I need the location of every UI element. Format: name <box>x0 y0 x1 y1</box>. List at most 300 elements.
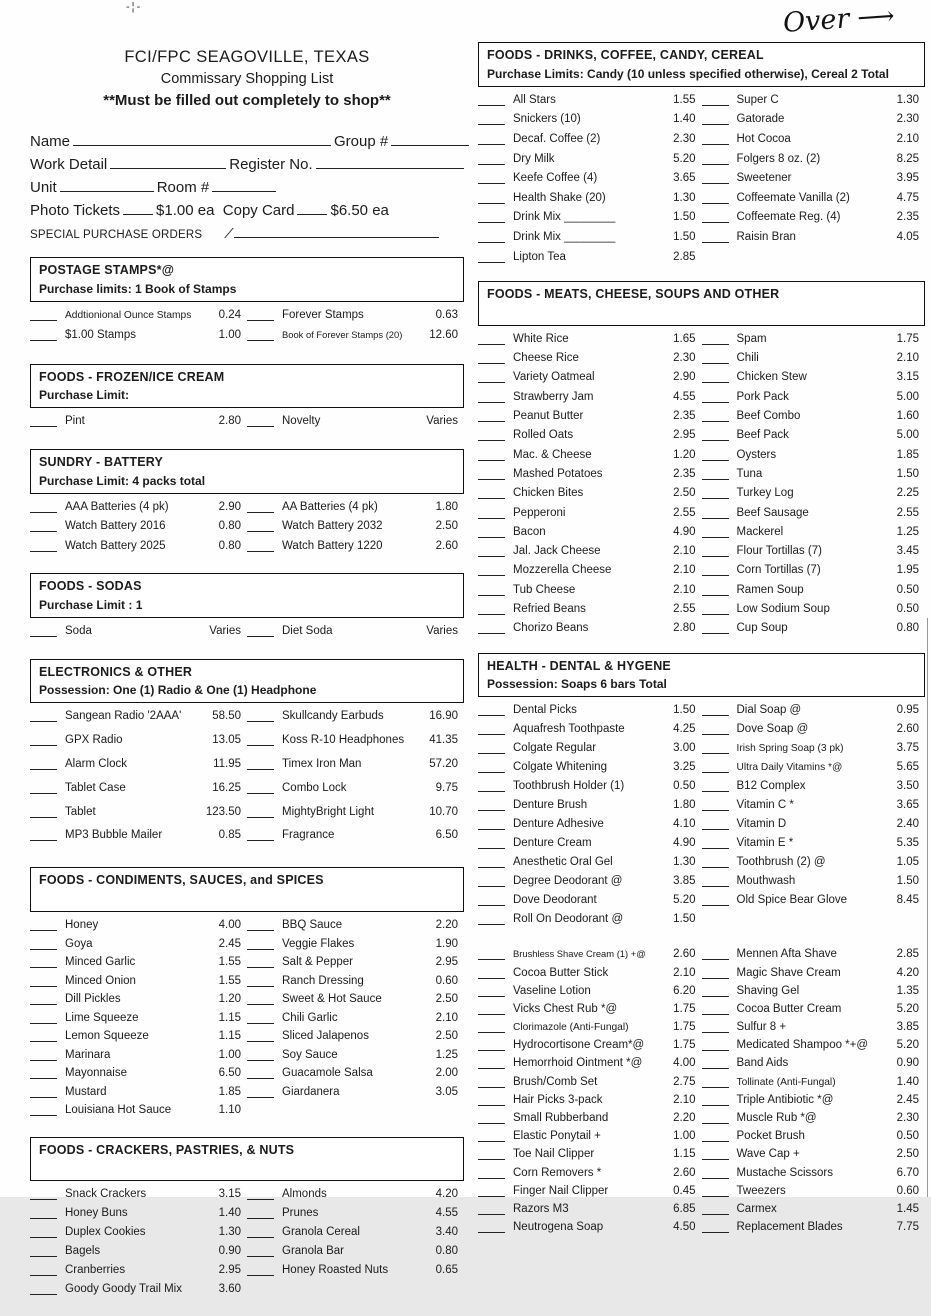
item-row <box>30 540 464 560</box>
item-half <box>30 1067 247 1082</box>
qty-line[interactable] <box>702 1076 729 1088</box>
item-label: Addtionional Ounce Stamps <box>65 310 192 322</box>
item-price: 3.50 <box>896 780 919 793</box>
item-price: 8.45 <box>896 894 919 907</box>
qty-line[interactable] <box>478 391 505 403</box>
qty-line[interactable] <box>478 564 505 576</box>
item-half <box>247 975 464 990</box>
right-arrow-icon: ⟶ <box>856 1 896 34</box>
qty-line[interactable] <box>478 837 505 849</box>
item-half <box>478 985 702 1000</box>
item-half <box>478 133 702 148</box>
item-label: Chicken Stew <box>736 371 807 384</box>
section-header-box <box>30 1137 464 1182</box>
item-label: Clorimazole (Anti-Fungal) <box>513 1022 629 1034</box>
qty-line[interactable] <box>702 1057 729 1069</box>
qty-line[interactable] <box>30 975 57 987</box>
item-row <box>478 352 925 371</box>
item-half <box>702 449 926 464</box>
qty-line[interactable] <box>478 410 505 422</box>
qty-line[interactable] <box>247 993 274 1005</box>
qty-line[interactable] <box>702 113 729 125</box>
item-row <box>478 1021 925 1039</box>
item-half <box>478 603 702 618</box>
qty-line[interactable] <box>702 1039 729 1051</box>
qty-line[interactable] <box>478 545 505 557</box>
qty-line[interactable] <box>30 540 57 552</box>
qty-line[interactable] <box>30 782 57 794</box>
qty-line[interactable] <box>702 410 729 422</box>
qty-line[interactable] <box>702 526 729 538</box>
item-price: 1.80 <box>435 500 458 513</box>
qty-line[interactable] <box>478 780 505 792</box>
item-price: 1.30 <box>218 1226 241 1239</box>
qty-line[interactable] <box>478 468 505 480</box>
item-label: Vaseline Lotion <box>513 984 591 997</box>
qty-line[interactable] <box>30 625 57 637</box>
item-price: 3.00 <box>673 742 696 755</box>
qty-line[interactable] <box>247 734 274 746</box>
qty-line[interactable] <box>478 507 505 519</box>
unit-field[interactable] <box>60 178 154 192</box>
item-label: Ultra Daily Vitamins *@ <box>736 762 843 774</box>
qty-line[interactable] <box>247 625 274 637</box>
qty-line[interactable] <box>478 113 505 125</box>
room-field[interactable] <box>212 178 276 192</box>
qty-line[interactable] <box>478 1185 505 1197</box>
special-orders-label: SPECIAL PURCHASE ORDERS <box>30 229 203 242</box>
qty-line[interactable] <box>702 94 729 106</box>
qty-line[interactable] <box>478 371 505 383</box>
item-label: Corn Removers * <box>513 1166 602 1179</box>
item-half <box>702 723 926 738</box>
qty-line[interactable] <box>478 333 505 345</box>
qty-line[interactable] <box>247 1188 274 1200</box>
item-label: Mayonnaise <box>65 1067 128 1080</box>
group-field[interactable] <box>391 132 469 146</box>
qty-line[interactable] <box>478 153 505 165</box>
qty-line[interactable] <box>702 584 729 596</box>
qty-line[interactable] <box>247 309 274 321</box>
item-price: 2.30 <box>896 1112 919 1125</box>
item-label: Small Rubberband <box>513 1112 609 1125</box>
qty-line[interactable] <box>247 1067 274 1079</box>
document-header <box>30 46 464 111</box>
item-price: 5.35 <box>896 837 919 850</box>
item-row <box>478 507 925 526</box>
item-label: Mennen Afta Shave <box>736 948 837 961</box>
qty-line[interactable] <box>702 1112 729 1124</box>
item-label: Beef Pack <box>736 429 789 442</box>
item-half <box>30 1264 247 1279</box>
qty-line[interactable] <box>247 782 274 794</box>
qty-line[interactable] <box>478 1076 505 1088</box>
item-half <box>478 761 702 776</box>
item-half <box>30 919 247 934</box>
qty-line[interactable] <box>478 172 505 184</box>
item-half <box>247 782 464 797</box>
qty-line[interactable] <box>702 1185 729 1197</box>
qty-line[interactable] <box>30 919 57 931</box>
item-half <box>478 1039 702 1054</box>
qty-line[interactable] <box>702 172 729 184</box>
item-label: Vitamin C * <box>736 799 794 812</box>
item-price: Varies <box>426 625 458 638</box>
qty-line[interactable] <box>30 1012 57 1024</box>
qty-line[interactable] <box>702 799 729 811</box>
item-half <box>247 758 464 773</box>
item-half <box>30 829 247 844</box>
item-row <box>30 1283 464 1302</box>
qty-line[interactable] <box>478 985 505 997</box>
qty-line[interactable] <box>478 704 505 716</box>
item-label: Snack Crackers <box>65 1188 147 1201</box>
item-half <box>702 622 926 637</box>
item-price: Varies <box>209 625 241 638</box>
qty-line[interactable] <box>30 1188 57 1200</box>
item-label: Medicated Shampoo *+@ <box>736 1039 869 1052</box>
qty-line[interactable] <box>702 211 729 223</box>
qty-line[interactable] <box>702 1003 729 1015</box>
qty-line[interactable] <box>247 1226 274 1238</box>
left-sections-container <box>30 257 464 1301</box>
qty-line[interactable] <box>478 761 505 773</box>
qty-line[interactable] <box>478 1003 505 1015</box>
qty-line[interactable] <box>478 1130 505 1142</box>
item-row <box>478 231 925 251</box>
qty-line[interactable] <box>702 133 729 145</box>
qty-line[interactable] <box>30 938 57 950</box>
qty-line[interactable] <box>247 829 274 841</box>
item-half <box>478 410 702 425</box>
qty-line[interactable] <box>247 1030 274 1042</box>
qty-line[interactable] <box>247 1012 274 1024</box>
item-label: Dove Deodorant <box>513 894 597 907</box>
qty-line[interactable] <box>478 231 505 243</box>
qty-line[interactable] <box>478 622 505 634</box>
qty-line[interactable] <box>30 956 57 968</box>
work-detail-field[interactable] <box>110 155 226 169</box>
item-row <box>478 584 925 603</box>
qty-line[interactable] <box>478 526 505 538</box>
special-orders-field[interactable] <box>234 224 439 238</box>
qty-line[interactable] <box>478 1167 505 1179</box>
qty-line[interactable] <box>702 487 729 499</box>
qty-line[interactable] <box>478 1057 505 1069</box>
qty-line[interactable] <box>702 153 729 165</box>
item-label: Denture Brush <box>513 799 588 812</box>
qty-line[interactable] <box>702 985 729 997</box>
qty-line[interactable] <box>702 1221 729 1233</box>
qty-line[interactable] <box>30 309 57 321</box>
section-purchase-limit: Possession: Soaps 6 bars Total <box>487 677 667 692</box>
qty-line[interactable] <box>30 1049 57 1061</box>
photo-tickets-qty-field[interactable] <box>123 201 153 215</box>
qty-line[interactable] <box>247 329 274 341</box>
qty-line[interactable] <box>30 806 57 818</box>
qty-line[interactable] <box>702 723 729 735</box>
item-price: 123.50 <box>205 805 241 818</box>
qty-line[interactable] <box>478 967 505 979</box>
qty-line[interactable] <box>702 1203 729 1215</box>
item-label: Toe Nail Clipper <box>513 1148 595 1161</box>
item-price: 2.85 <box>896 948 919 961</box>
qty-line[interactable] <box>247 1245 274 1257</box>
qty-line[interactable] <box>702 818 729 830</box>
item-price: 4.75 <box>896 191 919 204</box>
item-half <box>478 231 702 246</box>
item-label: Granola Cereal <box>282 1226 360 1239</box>
qty-line[interactable] <box>702 1148 729 1160</box>
item-half <box>702 1076 926 1091</box>
item-label: Mustache Scissors <box>736 1166 834 1179</box>
item-half <box>247 329 464 344</box>
qty-line[interactable] <box>30 1086 57 1098</box>
qty-line[interactable] <box>247 806 274 818</box>
item-half <box>30 734 247 749</box>
item-row <box>478 985 925 1003</box>
item-label: Skullcandy Earbuds <box>282 710 384 723</box>
item-price: 1.75 <box>896 332 919 345</box>
qty-line[interactable] <box>30 829 57 841</box>
qty-line[interactable] <box>478 856 505 868</box>
qty-line[interactable] <box>247 1086 274 1098</box>
qty-line[interactable] <box>30 501 57 513</box>
item-price: 1.50 <box>673 704 696 717</box>
qty-line[interactable] <box>30 1283 57 1295</box>
qty-line[interactable] <box>478 913 505 925</box>
qty-line[interactable] <box>478 584 505 596</box>
item-label: Alarm Clock <box>65 758 127 771</box>
item-label: Band Aids <box>736 1057 789 1070</box>
qty-line[interactable] <box>478 894 505 906</box>
item-price: 2.60 <box>896 723 919 736</box>
qty-line[interactable] <box>247 938 274 950</box>
register-field[interactable] <box>316 155 464 169</box>
item-label: Hot Cocoa <box>736 132 791 145</box>
qty-line[interactable] <box>702 468 729 480</box>
qty-line[interactable] <box>702 449 729 461</box>
qty-line[interactable] <box>702 1130 729 1142</box>
item-label: Coffeemate Reg. (4) <box>736 211 841 224</box>
qty-line[interactable] <box>247 1207 274 1219</box>
qty-line[interactable] <box>478 487 505 499</box>
qty-line[interactable] <box>702 429 729 441</box>
item-half <box>702 352 926 367</box>
qty-line[interactable] <box>478 1039 505 1051</box>
item-half <box>30 1030 247 1045</box>
qty-line[interactable] <box>478 192 505 204</box>
item-half <box>702 780 926 795</box>
qty-line[interactable] <box>702 352 729 364</box>
qty-line[interactable] <box>247 758 274 770</box>
qty-line[interactable] <box>247 1049 274 1061</box>
qty-line[interactable] <box>478 742 505 754</box>
qty-line[interactable] <box>702 371 729 383</box>
qty-line[interactable] <box>247 520 274 532</box>
item-row <box>30 1226 464 1245</box>
item-price: 1.40 <box>673 113 696 126</box>
qty-line[interactable] <box>702 333 729 345</box>
qty-line[interactable] <box>478 818 505 830</box>
qty-line[interactable] <box>702 1021 729 1033</box>
item-price: 2.90 <box>673 371 696 384</box>
item-half <box>478 172 702 187</box>
qty-line[interactable] <box>478 948 505 960</box>
qty-line[interactable] <box>702 704 729 716</box>
qty-line[interactable] <box>702 780 729 792</box>
section <box>478 281 925 642</box>
item-half <box>702 1112 926 1127</box>
item-price: 0.80 <box>218 520 241 533</box>
item-rows <box>30 625 464 645</box>
item-price: 3.85 <box>673 875 696 888</box>
special-orders-line <box>30 224 464 241</box>
qty-line[interactable] <box>30 520 57 532</box>
item-half <box>478 723 702 738</box>
qty-line[interactable] <box>478 1221 505 1233</box>
qty-line[interactable] <box>478 603 505 615</box>
qty-line[interactable] <box>478 1021 505 1033</box>
qty-line[interactable] <box>478 723 505 735</box>
qty-line[interactable] <box>30 1067 57 1079</box>
qty-line[interactable] <box>478 211 505 223</box>
room-label: Room # <box>156 179 210 197</box>
item-price: 1.50 <box>896 467 919 480</box>
item-row <box>30 1104 464 1123</box>
name-field[interactable] <box>73 132 331 146</box>
item-price: 1.20 <box>673 448 696 461</box>
item-label: Cup Soup <box>736 622 788 635</box>
qty-line[interactable] <box>478 352 505 364</box>
item-half <box>247 520 464 535</box>
qty-line[interactable] <box>702 603 729 615</box>
qty-line[interactable] <box>247 956 274 968</box>
item-row <box>30 956 464 975</box>
qty-line[interactable] <box>702 875 729 887</box>
qty-line[interactable] <box>702 507 729 519</box>
item-row <box>30 1030 464 1049</box>
qty-line[interactable] <box>702 391 729 403</box>
qty-line[interactable] <box>478 251 505 263</box>
qty-line[interactable] <box>702 1094 729 1106</box>
qty-line[interactable] <box>478 1094 505 1106</box>
item-label: Mustard <box>65 1085 107 1098</box>
item-label: Drink Mix ________ <box>513 230 616 243</box>
qty-line[interactable] <box>30 329 57 341</box>
item-half <box>702 1130 926 1145</box>
item-price: 0.85 <box>218 829 241 842</box>
item-half <box>247 938 464 953</box>
qty-line[interactable] <box>247 540 274 552</box>
qty-line[interactable] <box>30 1226 57 1238</box>
copy-card-label: Copy Card <box>222 202 295 220</box>
item-half <box>30 993 247 1008</box>
qty-line[interactable] <box>478 1203 505 1215</box>
qty-line[interactable] <box>247 415 274 427</box>
qty-line[interactable] <box>247 501 274 513</box>
qty-line[interactable] <box>478 799 505 811</box>
item-label: Chorizo Beans <box>513 622 589 635</box>
qty-line[interactable] <box>247 975 274 987</box>
qty-line[interactable] <box>478 133 505 145</box>
qty-line[interactable] <box>30 1264 57 1276</box>
qty-line[interactable] <box>30 758 57 770</box>
qty-line[interactable] <box>702 967 729 979</box>
qty-line[interactable] <box>478 429 505 441</box>
qty-line[interactable] <box>30 415 57 427</box>
qty-line[interactable] <box>478 1112 505 1124</box>
item-half <box>247 1049 464 1064</box>
qty-line[interactable] <box>478 449 505 461</box>
qty-line[interactable] <box>702 1167 729 1179</box>
qty-line[interactable] <box>30 1245 57 1257</box>
item-label: Finger Nail Clipper <box>513 1184 609 1197</box>
name-label: Name <box>30 133 71 151</box>
qty-line[interactable] <box>30 1104 57 1116</box>
qty-line[interactable] <box>30 993 57 1005</box>
section-purchase-limit <box>39 1159 455 1177</box>
qty-line[interactable] <box>478 1148 505 1160</box>
item-label: $1.00 Stamps <box>65 329 136 342</box>
item-label: Old Spice Bear Glove <box>736 894 848 907</box>
item-half <box>702 1148 926 1163</box>
qty-line[interactable] <box>247 919 274 931</box>
qty-line[interactable] <box>702 948 729 960</box>
item-label: Colgate Whitening <box>513 761 607 774</box>
qty-line[interactable] <box>30 1207 57 1219</box>
item-price: 2.30 <box>673 132 696 145</box>
item-half <box>247 1264 464 1279</box>
item-price: 0.80 <box>218 539 241 552</box>
qty-line[interactable] <box>478 94 505 106</box>
item-label: Honey Buns <box>65 1207 128 1220</box>
qty-line[interactable] <box>247 1264 274 1276</box>
qty-line[interactable] <box>702 742 729 754</box>
qty-line[interactable] <box>702 622 729 634</box>
qty-line[interactable] <box>30 734 57 746</box>
qty-line[interactable] <box>702 837 729 849</box>
item-half <box>702 391 926 406</box>
item-half <box>478 780 702 795</box>
section-purchase-limit: Purchase limits: 1 Book of Stamps <box>39 282 237 297</box>
section-header-box <box>30 659 464 704</box>
qty-line[interactable] <box>702 192 729 204</box>
qty-line[interactable] <box>702 761 729 773</box>
qty-line[interactable] <box>247 710 274 722</box>
qty-line[interactable] <box>702 231 729 243</box>
copy-card-qty-field[interactable] <box>297 201 327 215</box>
section-title: FOODS - CRACKERS, PASTRIES, & NUTS <box>39 1142 295 1157</box>
item-half <box>478 429 702 444</box>
qty-line[interactable] <box>478 875 505 887</box>
item-label: Chili Garlic <box>282 1011 338 1024</box>
item-price: 6.50 <box>435 829 458 842</box>
left-column <box>30 34 464 1316</box>
item-price: Varies <box>426 415 458 428</box>
item-half <box>30 806 247 821</box>
qty-line[interactable] <box>702 564 729 576</box>
item-label: Sangean Radio '2AAA' <box>65 710 182 723</box>
qty-line[interactable] <box>702 894 729 906</box>
item-label: Marinara <box>65 1048 111 1061</box>
item-label: Guacamole Salsa <box>282 1067 373 1080</box>
qty-line[interactable] <box>702 856 729 868</box>
qty-line[interactable] <box>30 710 57 722</box>
qty-line[interactable] <box>702 545 729 557</box>
item-label: Bacon <box>513 525 546 538</box>
qty-line[interactable] <box>30 1030 57 1042</box>
